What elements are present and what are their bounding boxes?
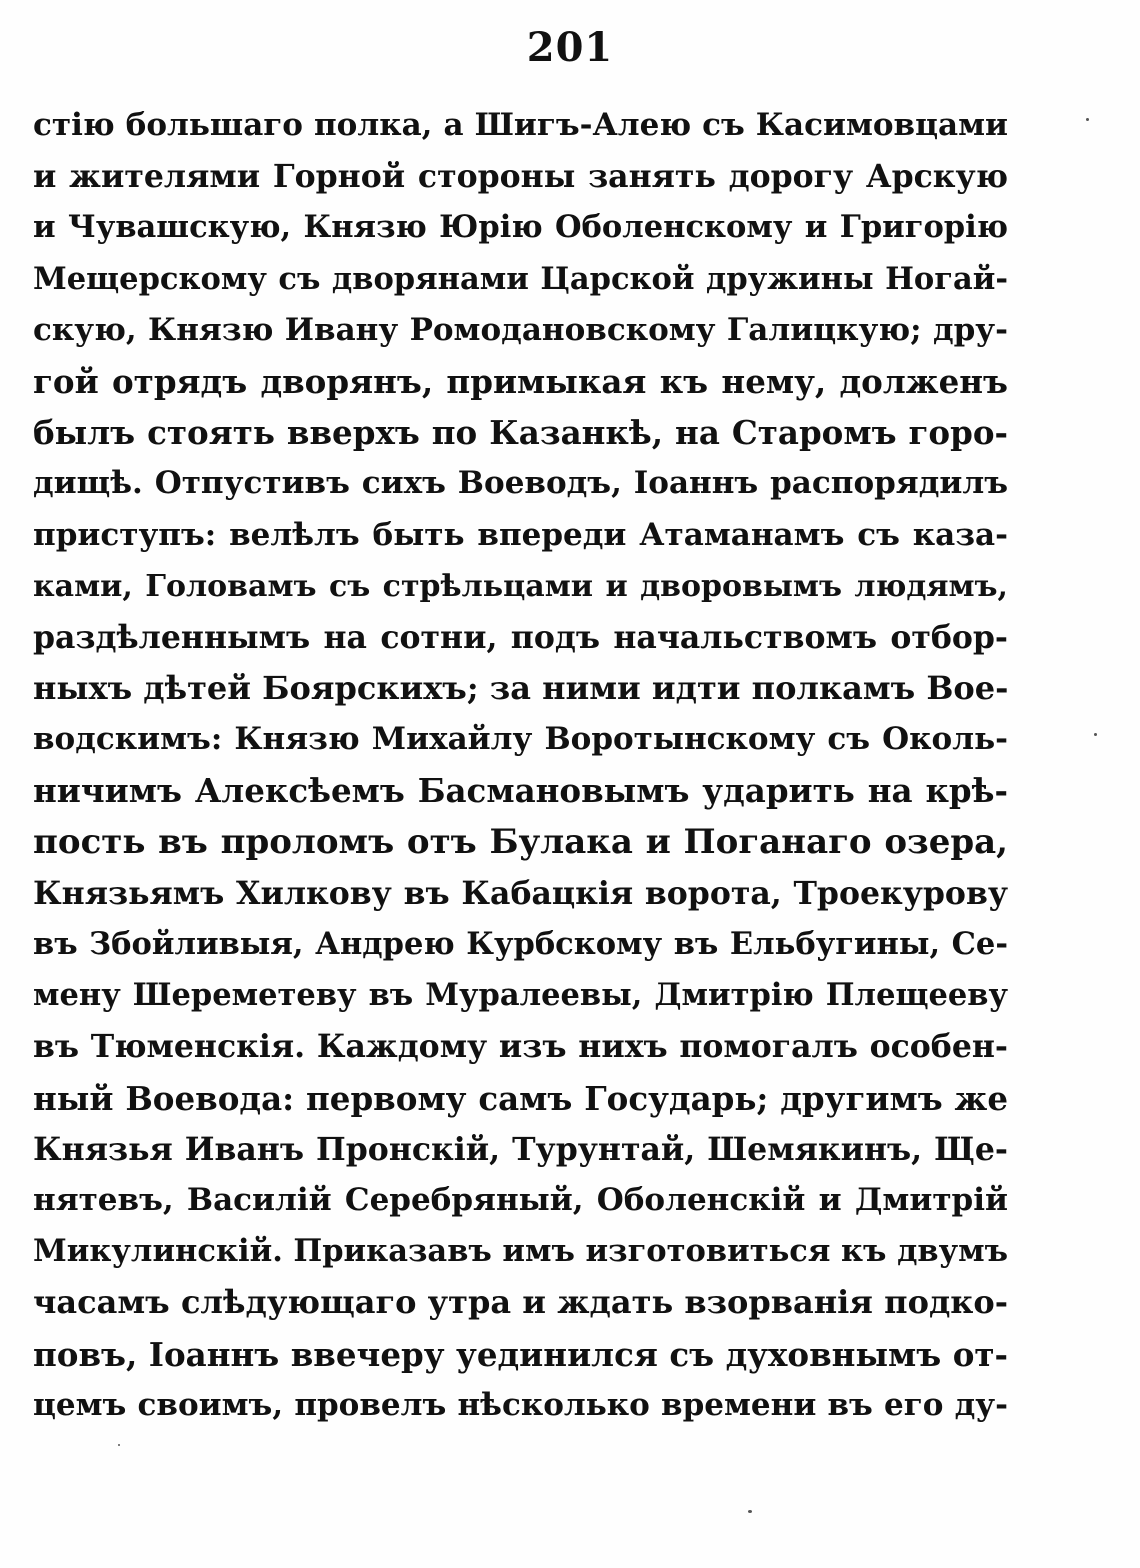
- text-line: въ Збойливыя, Андрею Курбскому въ Ельбугины, Се-: [33, 926, 1008, 962]
- scan-speck: [118, 1444, 120, 1446]
- text-line: Микулинскій. Приказавъ имъ изготовиться къ двумъ: [33, 1233, 1008, 1270]
- text-line: Князья Иванъ Пронскій, Турунтай, Шемякинъ, Ще-: [33, 1130, 1008, 1168]
- text-line: былъ стоять вверхъ по Казанкѣ, на Старомъ горо-: [33, 413, 1008, 453]
- text-line: Князьямъ Хилкову въ Кабацкія ворота, Троекурову: [33, 874, 1008, 912]
- body-text: [33, 100, 1008, 1431]
- scan-speck: [1094, 733, 1097, 736]
- text-line: мену Шереметеву въ Муралеевы, Дмитрію Плещееву: [33, 977, 1008, 1014]
- text-line: цемъ своимъ, провелъ нѣсколько времени въ его ду-: [33, 1386, 1008, 1423]
- page-number: 201: [526, 24, 614, 71]
- text-line: скую, Князю Ивану Ромодановскому Галицкую; дру-: [33, 311, 1008, 348]
- text-line: водскимъ: Князю Михайлу Воротынскому съ Околь-: [33, 721, 1008, 758]
- text-line: Мещерскому съ дворянами Царской дружины Ногай-: [33, 260, 1008, 297]
- text-line: гой отрядъ дворянъ, примыкая къ нему, долженъ: [33, 361, 1008, 401]
- text-line: и Чувашскую, Князю Юрію Оболенскому и Григорію: [33, 209, 1008, 246]
- scan-speck: [1086, 118, 1089, 121]
- text-line: дищѣ. Отпустивъ сихъ Воеводъ, Іоаннъ распорядилъ: [33, 465, 1008, 502]
- text-line: повъ, Іоаннъ ввечеру уединился съ духовнымъ от-: [33, 1334, 1008, 1374]
- text-line: стію большаго полка, а Шигъ-Алею съ Касимовцами: [33, 107, 1008, 143]
- text-line: ныхъ дѣтей Боярскихъ; за ними идти полкамъ Вое-: [33, 669, 1008, 708]
- scan-speck: [748, 1510, 752, 1513]
- text-line: ничимъ Алексѣемъ Басмановымъ ударить на крѣ-: [33, 771, 1008, 811]
- text-line: пость въ проломъ отъ Булака и Поганаго озера,: [33, 821, 1008, 862]
- text-line: нятевъ, Василій Серебряный, Оболенскій и Дмитрій: [33, 1181, 1008, 1218]
- text-line: часамъ слѣдующаго утра и ждать взорванія подко-: [33, 1283, 1008, 1322]
- text-line: и жителями Горной стороны занять дорогу Арскую: [33, 158, 1008, 196]
- text-line: приступъ: велѣлъ быть впереди Атаманамъ съ каза-: [33, 516, 1008, 553]
- text-line: ный Воевода: первому самъ Государь; другимъ же: [33, 1078, 1008, 1118]
- text-line: ками, Головамъ съ стрѣльцами и дворовымъ людямъ,: [33, 568, 1008, 604]
- text-line: въ Тюменскія. Каждому изъ нихъ помогалъ особен-: [33, 1028, 1008, 1066]
- text-line: раздѣленнымъ на сотни, подъ начальствомъ отбор-: [33, 618, 1008, 656]
